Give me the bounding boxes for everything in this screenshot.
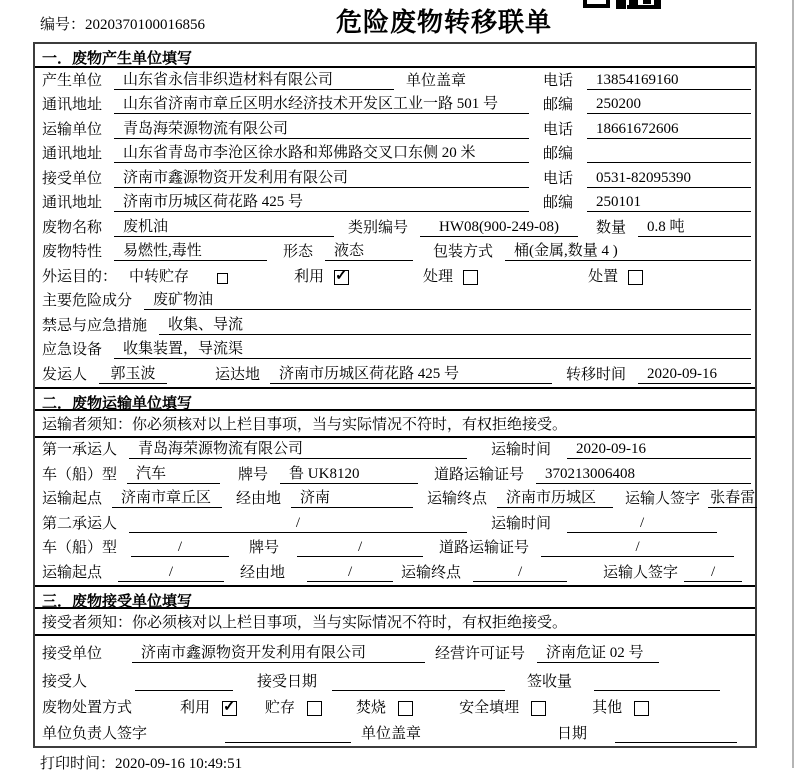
producer-address-row bbox=[35, 93, 755, 118]
zip3-label: 邮编 bbox=[543, 195, 574, 211]
receiver-value: 济南市鑫源物资开发利用有限公司 bbox=[114, 166, 529, 188]
purpose-option-transfer: 中转贮存 bbox=[129, 265, 228, 286]
zip3-value: 250101 bbox=[587, 194, 751, 212]
sign-qty-label: 签收量 bbox=[527, 673, 573, 690]
road-no1-value: 370213006408 bbox=[536, 466, 751, 484]
disposal-label: 废物处置方式 bbox=[42, 699, 133, 716]
category-value: HW08(900-249-08) bbox=[420, 219, 578, 237]
carrier1-value: 青岛海荣源物流有限公司 bbox=[129, 437, 467, 459]
acceptor-value bbox=[135, 673, 233, 691]
time1-value: 2020-09-16 bbox=[567, 441, 751, 459]
road-no2-label: 道路运输证号 bbox=[439, 540, 530, 556]
accept-unit-value: 济南市鑫源物资开发利用有限公司 bbox=[132, 641, 425, 663]
equipment-value: 收集装置，导流渠 bbox=[114, 337, 751, 359]
road-no2-value: / bbox=[541, 539, 734, 557]
phone1-value: 13854169160 bbox=[587, 72, 751, 90]
waste-name-value: 废机油 bbox=[114, 215, 334, 237]
sign1-value: 张春雷 bbox=[708, 486, 757, 508]
end2-value: / bbox=[473, 564, 567, 582]
hazard-value: 废矿物油 bbox=[144, 288, 751, 310]
transfer-time-value: 2020-09-16 bbox=[638, 366, 751, 384]
checkbox-checked-icon bbox=[222, 701, 237, 716]
page-edge-line bbox=[792, 0, 794, 768]
taboo-row bbox=[35, 313, 755, 338]
shipper-label: 发运人 bbox=[42, 366, 88, 383]
section3-header: 三．废物接受单位填写 bbox=[35, 585, 755, 609]
disposal-option-burn: 焚烧 bbox=[356, 696, 413, 717]
plate1-label: 牌号 bbox=[238, 466, 269, 483]
time1-label: 运输时间 bbox=[491, 442, 552, 458]
accept-unit-row bbox=[35, 636, 755, 666]
purpose-label: 外运目的： bbox=[42, 268, 118, 285]
via2-label: 经由地 bbox=[240, 564, 286, 581]
vehicle1-row bbox=[35, 462, 755, 487]
unit-seal-label: 单位盖章 bbox=[406, 72, 467, 89]
package-label: 包装方式 bbox=[433, 244, 494, 260]
print-time bbox=[40, 752, 242, 773]
accept-date-label: 接受日期 bbox=[257, 673, 318, 690]
checkbox-icon bbox=[398, 701, 413, 716]
form-label: 形态 bbox=[283, 244, 314, 260]
zip1-value: 250200 bbox=[587, 96, 751, 114]
transporter-address-row bbox=[35, 142, 755, 167]
section1-header: 一．废物产生单位填写 bbox=[35, 44, 755, 68]
destination-label: 运达地 bbox=[215, 366, 261, 383]
carrier-value: 青岛海荣源物流有限公司 bbox=[114, 117, 529, 139]
unit-seal2-label: 单位盖章 bbox=[361, 725, 422, 742]
zip1-label: 邮编 bbox=[543, 97, 574, 113]
transfer-time-label: 转移时间 bbox=[566, 366, 627, 383]
route2-row bbox=[35, 560, 755, 585]
equipment-row bbox=[35, 338, 755, 363]
time2-label: 运输时间 bbox=[491, 515, 552, 532]
disposal-option-other: 其他 bbox=[592, 696, 649, 717]
carrier2-value: / bbox=[129, 515, 467, 533]
disposal-row bbox=[35, 694, 755, 720]
shipper-row bbox=[35, 362, 755, 387]
phone3-value: 0531-82095390 bbox=[587, 170, 751, 188]
zip2-value bbox=[587, 145, 751, 163]
qr-code-fragment bbox=[583, 0, 661, 9]
addr1-value: 山东省济南市章丘区明水经济技术开发区工业一路 501 号 bbox=[114, 92, 529, 114]
first-carrier-row bbox=[35, 438, 755, 463]
plate1-value: 鲁 UK8120 bbox=[280, 462, 418, 484]
checkbox-icon bbox=[217, 273, 228, 284]
start1-label: 运输起点 bbox=[42, 491, 103, 507]
quantity-value: 0.8 吨 bbox=[638, 215, 751, 237]
phone2-value: 18661672606 bbox=[587, 121, 751, 139]
responsible-sign-row bbox=[35, 720, 755, 746]
character-label: 废物特性 bbox=[42, 244, 103, 260]
sign2-value: / bbox=[684, 564, 742, 582]
via2-value: / bbox=[307, 564, 393, 582]
purpose-option-treat: 处理 bbox=[423, 265, 478, 286]
purpose-option-dispose: 处置 bbox=[588, 265, 643, 286]
checkbox-icon bbox=[634, 701, 649, 716]
section2-header: 二．废物运输单位填写 bbox=[35, 387, 755, 411]
hazard-row bbox=[35, 289, 755, 314]
carrier2-label: 第二承运人 bbox=[42, 515, 118, 532]
page-title: 危险废物转移联单 bbox=[335, 7, 552, 37]
receiver-address-row bbox=[35, 191, 755, 216]
purpose-option-use: 利用 ✓ bbox=[294, 265, 349, 286]
acceptor-row bbox=[35, 666, 755, 694]
print-time-label: 打印时间： bbox=[40, 756, 116, 772]
time2-value: / bbox=[567, 515, 717, 533]
end1-value: 济南市历城区 bbox=[497, 486, 613, 508]
addr2-value: 山东省青岛市李沧区徐水路和郑佛路交叉口东侧 20 米 bbox=[114, 141, 529, 163]
plate2-label: 牌号 bbox=[249, 540, 280, 556]
producer-label: 产生单位 bbox=[42, 72, 103, 89]
phone1-label: 电话 bbox=[543, 72, 574, 89]
carrier-label: 运输单位 bbox=[42, 121, 103, 138]
start2-value: / bbox=[118, 564, 224, 582]
equipment-label: 应急设备 bbox=[42, 342, 103, 358]
character-value: 易燃性,毒性 bbox=[114, 239, 267, 261]
responsible-sign-label: 单位负责人签字 bbox=[42, 725, 148, 742]
manifest-number-value: 2020370100016856 bbox=[85, 17, 206, 33]
sign1-label: 运输人签字 bbox=[625, 491, 701, 507]
start2-label: 运输起点 bbox=[42, 564, 103, 581]
waste-name-row bbox=[35, 215, 755, 240]
acceptor-label: 接受人 bbox=[42, 673, 88, 690]
hazard-label: 主要危险成分 bbox=[42, 293, 133, 309]
transporter-row bbox=[35, 117, 755, 142]
disposal-option-store: 贮存 bbox=[265, 696, 322, 717]
qr-finder-icon bbox=[583, 0, 610, 8]
vehicle1-label: 车（船）型 bbox=[42, 466, 118, 483]
accept-unit-label: 接受单位 bbox=[42, 645, 103, 662]
end2-label: 运输终点 bbox=[401, 564, 462, 581]
end1-label: 运输终点 bbox=[427, 491, 488, 507]
vehicle2-label: 车（船）型 bbox=[42, 540, 118, 556]
manifest-number-label: 编号： bbox=[40, 17, 86, 33]
sign2-label: 运输人签字 bbox=[603, 564, 679, 581]
addr3-label: 通讯地址 bbox=[42, 195, 103, 211]
category-label: 类别编号 bbox=[348, 219, 409, 236]
checkbox-icon bbox=[463, 270, 478, 285]
transporter-notice: 运输者须知：你必须核对以上栏目事项，当与实际情况不符时，有权拒绝接受。 bbox=[35, 411, 755, 438]
sign-qty-value bbox=[594, 673, 720, 691]
page-header bbox=[0, 0, 796, 42]
waste-name-label: 废物名称 bbox=[42, 219, 103, 236]
print-time-value: 2020-09-16 10:49:51 bbox=[115, 756, 243, 772]
via1-value: 济南 bbox=[291, 486, 413, 508]
checkbox-icon bbox=[628, 270, 643, 285]
via1-label: 经由地 bbox=[236, 491, 282, 507]
waste-character-row bbox=[35, 240, 755, 265]
responsible-sign-value bbox=[225, 725, 351, 743]
start1-value: 济南市章丘区 bbox=[112, 486, 222, 508]
addr2-label: 通讯地址 bbox=[42, 146, 103, 162]
plate2-value: / bbox=[297, 539, 423, 557]
purpose-row bbox=[35, 264, 755, 289]
road-no1-label: 道路运输证号 bbox=[434, 466, 525, 483]
addr3-value: 济南市历城区荷花路 425 号 bbox=[114, 190, 529, 212]
quantity-label: 数量 bbox=[596, 219, 627, 236]
manifest-form bbox=[33, 42, 757, 748]
phone2-label: 电话 bbox=[543, 121, 574, 138]
receiver-notice: 接受者须知：你必须核对以上栏目事项，当与实际情况不符时，有权拒绝接受。 bbox=[35, 609, 755, 636]
destination-value: 济南市历城区荷花路 425 号 bbox=[270, 362, 552, 384]
vehicle2-value: / bbox=[131, 539, 229, 557]
producer-value: 山东省永信非织造材料有限公司 bbox=[114, 68, 394, 90]
taboo-label: 禁忌与应急措施 bbox=[42, 317, 148, 334]
package-value: 桶(金属,数量 4 ) bbox=[505, 239, 751, 261]
shipper-value: 郭玉波 bbox=[99, 362, 167, 384]
receiver-row bbox=[35, 166, 755, 191]
checkbox-checked-icon bbox=[334, 270, 349, 285]
vehicle2-row bbox=[35, 536, 755, 561]
receiver-label: 接受单位 bbox=[42, 170, 103, 187]
accept-date-value bbox=[332, 673, 505, 691]
license-value: 济南危证 02 号 bbox=[537, 641, 659, 663]
date-label: 日期 bbox=[557, 725, 588, 742]
disposal-option-use: 利用 ✓ bbox=[180, 696, 237, 717]
second-carrier-row bbox=[35, 511, 755, 536]
disposal-option-landfill: 安全填埋 bbox=[459, 696, 546, 717]
checkbox-icon bbox=[531, 701, 546, 716]
carrier1-label: 第一承运人 bbox=[42, 442, 118, 458]
zip2-label: 邮编 bbox=[543, 146, 574, 162]
vehicle1-value: 汽车 bbox=[127, 462, 220, 484]
taboo-value: 收集、导流 bbox=[159, 313, 751, 335]
producer-row bbox=[35, 68, 755, 93]
route1-row bbox=[35, 487, 755, 512]
date-value bbox=[615, 725, 737, 743]
addr1-label: 通讯地址 bbox=[42, 97, 103, 113]
license-label: 经营许可证号 bbox=[435, 645, 526, 662]
phone3-label: 电话 bbox=[543, 170, 574, 187]
checkbox-icon bbox=[307, 701, 322, 716]
form-value: 液态 bbox=[325, 239, 413, 261]
